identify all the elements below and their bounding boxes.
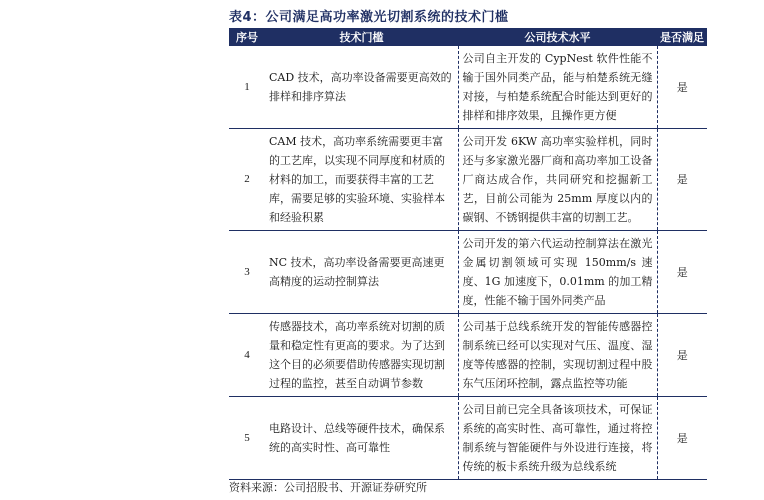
tech-level-cell: 公司开发 6KW 高功率实验样机，同时还与多家激光器厂商和高功率加工设备厂商达成合作，共同研究和挖掘新工艺，目前公司能为 25mm 厚度以内的碳钢、不锈钢提供丰富的切割工艺。	[458, 129, 657, 231]
row-number: 5	[229, 397, 265, 480]
header-requirement: 技术门槛	[265, 28, 458, 46]
row-number: 1	[229, 46, 265, 129]
header-met: 是否满足	[657, 28, 707, 46]
row-number: 2	[229, 129, 265, 231]
header-level: 公司技术水平	[458, 28, 657, 46]
table-row	[229, 46, 707, 129]
tech-level-cell: 公司目前已完全具备该项技术，可保证系统的高实时性、高可靠性，通过将控制系统与智能硬件与外设进行连接，将传统的板卡系统升级为总线系统	[458, 397, 657, 480]
tech-threshold-table	[229, 28, 707, 480]
header-no: 序号	[229, 28, 265, 46]
requirement-cell: 传感器技术，高功率系统对切割的质量和稳定性有更高的要求。为了达到这个目的必须要借助传感器实现切割过程的监控，甚至自动调节参数	[265, 314, 458, 397]
met-cell: 是	[657, 129, 707, 231]
met-cell: 是	[657, 397, 707, 480]
tech-level-cell: 公司自主开发的 CypNest 软件性能不输于国外同类产品，能与柏楚系统无缝对接，与柏楚系统配合时能达到更好的排样和排序效果，且操作更方便	[458, 46, 657, 129]
tech-level-cell: 公司开发的第六代运动控制算法在激光金属切割领域可实现 150mm/s 速度、1G 加速度下，0.01mm 的加工精度，性能不输于国外同类产品	[458, 231, 657, 314]
met-cell: 是	[657, 46, 707, 129]
table-row	[229, 314, 707, 397]
table-header-row	[229, 28, 707, 46]
met-cell: 是	[657, 231, 707, 314]
row-number: 3	[229, 231, 265, 314]
source-note: 资料来源：公司招股书、开源证券研究所	[229, 481, 427, 494]
table-title: 表4：公司满足高功率激光切割系统的技术门槛	[229, 10, 509, 25]
requirement-cell: NC 技术，高功率设备需要更高速更高精度的运动控制算法	[265, 231, 458, 314]
requirement-cell: 电路设计、总线等硬件技术，确保系统的高实时性、高可靠性	[265, 397, 458, 480]
requirement-cell: CAD 技术，高功率设备需要更高效的排样和排序算法	[265, 46, 458, 129]
row-number: 4	[229, 314, 265, 397]
table-row	[229, 129, 707, 231]
table-row	[229, 231, 707, 314]
met-cell: 是	[657, 314, 707, 397]
tech-level-cell: 公司基于总线系统开发的智能传感器控制系统已经可以实现对气压、温度、湿度等传感器的控制，实现切割过程中股东气压闭环控制，露点监控等功能	[458, 314, 657, 397]
table-row	[229, 397, 707, 480]
requirement-cell: CAM 技术，高功率系统需要更丰富的工艺库，以实现不同厚度和材质的材料的加工，而要获得丰富的工艺库，需要足够的实验环境、实验样本和经验积累	[265, 129, 458, 231]
